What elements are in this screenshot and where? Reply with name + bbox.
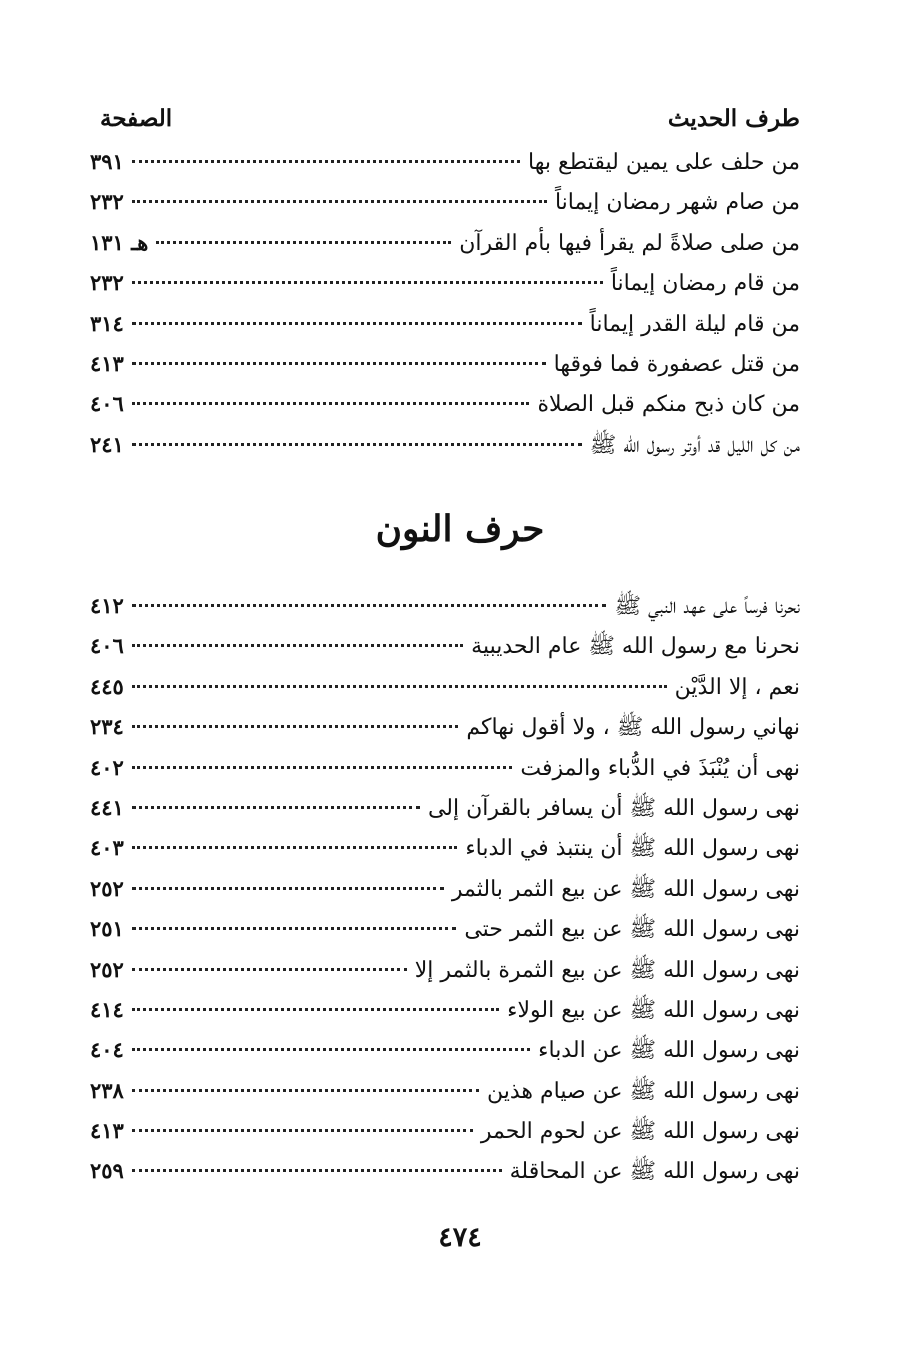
- dot-leader: [132, 1169, 502, 1172]
- entry-text: نهى أن يُنْبَذَ في الدُّباء والمزفت: [520, 755, 800, 781]
- entry-text: نهاني رسول الله ﷺ ، ولا أقول نهاكم: [466, 715, 800, 741]
- entry-page: ٤٠٤: [90, 1037, 124, 1063]
- dot-leader: [132, 322, 582, 325]
- entry-text: نهى رسول الله ﷺ عن لحوم الحمر: [480, 1119, 800, 1145]
- hadith-column-header: طرف الحديث: [667, 104, 800, 132]
- index-entry: [90, 869, 800, 909]
- dot-leader: [132, 685, 667, 688]
- index-entry: [90, 344, 800, 384]
- entry-page: ٤٠٦: [90, 633, 124, 659]
- index-entry: [90, 263, 800, 303]
- entry-text: نهى رسول الله ﷺ عن الدباء: [538, 1038, 800, 1064]
- entry-text: من كل الليل قد أوتر رسول الله ﷺ: [589, 432, 800, 458]
- page-number: ٤٧٤: [438, 1222, 482, 1253]
- entry-text: نحرنا فرساً على عهد النبي ﷺ: [614, 594, 800, 619]
- dot-leader: [132, 443, 582, 446]
- index-entry: [90, 990, 800, 1030]
- entry-text: من صلى صلاةً لم يقرأ فيها بأم القرآن: [459, 230, 800, 256]
- entry-page: ٢٤١: [90, 431, 124, 457]
- index-entry: [90, 142, 800, 182]
- entry-text: من قام رمضان إيماناً: [610, 271, 800, 297]
- index-entry: [90, 950, 800, 990]
- entry-page: ٤٠٣: [90, 835, 124, 861]
- entry-page: ٢٣٢: [90, 270, 124, 296]
- entry-text: من قام ليلة القدر إيماناً: [589, 311, 800, 337]
- entry-page: ٤١٣: [90, 350, 124, 376]
- entry-page: ٢٥٢: [90, 875, 124, 901]
- dot-leader: [132, 887, 444, 890]
- entry-text: نهى رسول الله ﷺ عن المحاقلة: [509, 1159, 800, 1185]
- entry-text: نهى رسول الله ﷺ عن بيع الولاء: [507, 997, 800, 1023]
- entry-page: ٢٣٤: [90, 714, 124, 740]
- dot-leader: [132, 1089, 479, 1092]
- index-entry: [90, 425, 800, 465]
- entry-text: نهى رسول الله ﷺ عن صيام هذين: [487, 1078, 800, 1104]
- index-entry: [90, 182, 800, 222]
- dot-leader: [132, 402, 530, 405]
- index-entry: [90, 707, 800, 747]
- index-entry: [90, 1071, 800, 1111]
- entry-page: ٢٣٨: [90, 1077, 124, 1103]
- index-entry: [90, 748, 800, 788]
- dot-leader: [132, 160, 520, 163]
- dot-leader: [132, 927, 456, 930]
- index-entry: [90, 667, 800, 707]
- entry-text: نهى رسول الله ﷺ أن يسافر بالقرآن إلى: [427, 795, 800, 821]
- dot-leader: [132, 766, 513, 769]
- dot-leader: [132, 281, 603, 284]
- entry-page: ٤٠٢: [90, 754, 124, 780]
- column-headers: [100, 98, 800, 138]
- index-entry: [90, 1030, 800, 1070]
- entry-page: ٢٥١: [90, 916, 124, 942]
- dot-leader: [132, 604, 607, 607]
- page-column-header: الصفحة: [100, 104, 173, 132]
- dot-leader: [132, 644, 463, 647]
- dot-leader: [156, 241, 451, 244]
- entry-page: ٣١٤: [90, 310, 124, 336]
- index-entry: [90, 384, 800, 424]
- entry-text: نهى رسول الله ﷺ عن بيع الثمر بالثمر: [451, 876, 800, 902]
- dot-leader: [132, 806, 420, 809]
- index-entry: [90, 626, 800, 666]
- entry-page: ٢٥٢: [90, 956, 124, 982]
- entry-text: من قتل عصفورة فما فوقها: [553, 351, 800, 377]
- entry-page: ٤٤١: [90, 794, 124, 820]
- section-title: حرف النون: [375, 508, 545, 550]
- entry-text: من صام شهر رمضان إيماناً: [554, 190, 800, 216]
- entry-text: من كان ذبح منكم قبل الصلاة: [537, 392, 800, 418]
- dot-leader: [132, 968, 407, 971]
- entry-page: ٤٤٥: [90, 673, 124, 699]
- index-entry: [90, 788, 800, 828]
- dot-leader: [132, 1129, 473, 1132]
- dot-leader: [132, 362, 546, 365]
- entry-page: ٣٩١: [90, 149, 124, 174]
- entry-page: هـ ١٣١: [90, 229, 149, 255]
- dot-leader: [132, 1048, 530, 1051]
- index-entry: [90, 223, 800, 263]
- dot-leader: [132, 846, 457, 849]
- entry-text: نعم ، إلا الدَّيْن: [674, 674, 800, 700]
- entry-page: ٤١٤: [90, 996, 124, 1022]
- dot-leader: [132, 1008, 499, 1011]
- index-list-mim: [90, 142, 800, 465]
- entry-page: ٤١٢: [90, 593, 124, 618]
- entry-page: ٤١٣: [90, 1118, 124, 1144]
- index-entry: [90, 909, 800, 949]
- entry-text: من حلف على يمين ليقتطع بها: [528, 150, 800, 175]
- dot-leader: [132, 725, 459, 728]
- entry-page: ٢٥٩: [90, 1158, 124, 1184]
- entry-text: نهى رسول الله ﷺ عن بيع الثمر حتى: [464, 917, 800, 943]
- index-entry: [90, 828, 800, 868]
- entry-text: نهى رسول الله ﷺ عن بيع الثمرة بالثمر إلا: [414, 957, 800, 983]
- index-entry: [90, 1151, 800, 1191]
- entry-page: ٢٣٢: [90, 189, 124, 215]
- index-entry: [90, 304, 800, 344]
- entry-page: ٤٠٦: [90, 391, 124, 417]
- entry-text: نحرنا مع رسول الله ﷺ عام الحديبية: [471, 634, 800, 660]
- index-entry: [90, 1111, 800, 1151]
- entry-text: نهى رسول الله ﷺ أن ينتبذ في الدباء: [465, 836, 800, 862]
- index-entry: [90, 586, 800, 626]
- dot-leader: [132, 200, 547, 203]
- index-list-nun: [90, 586, 800, 1192]
